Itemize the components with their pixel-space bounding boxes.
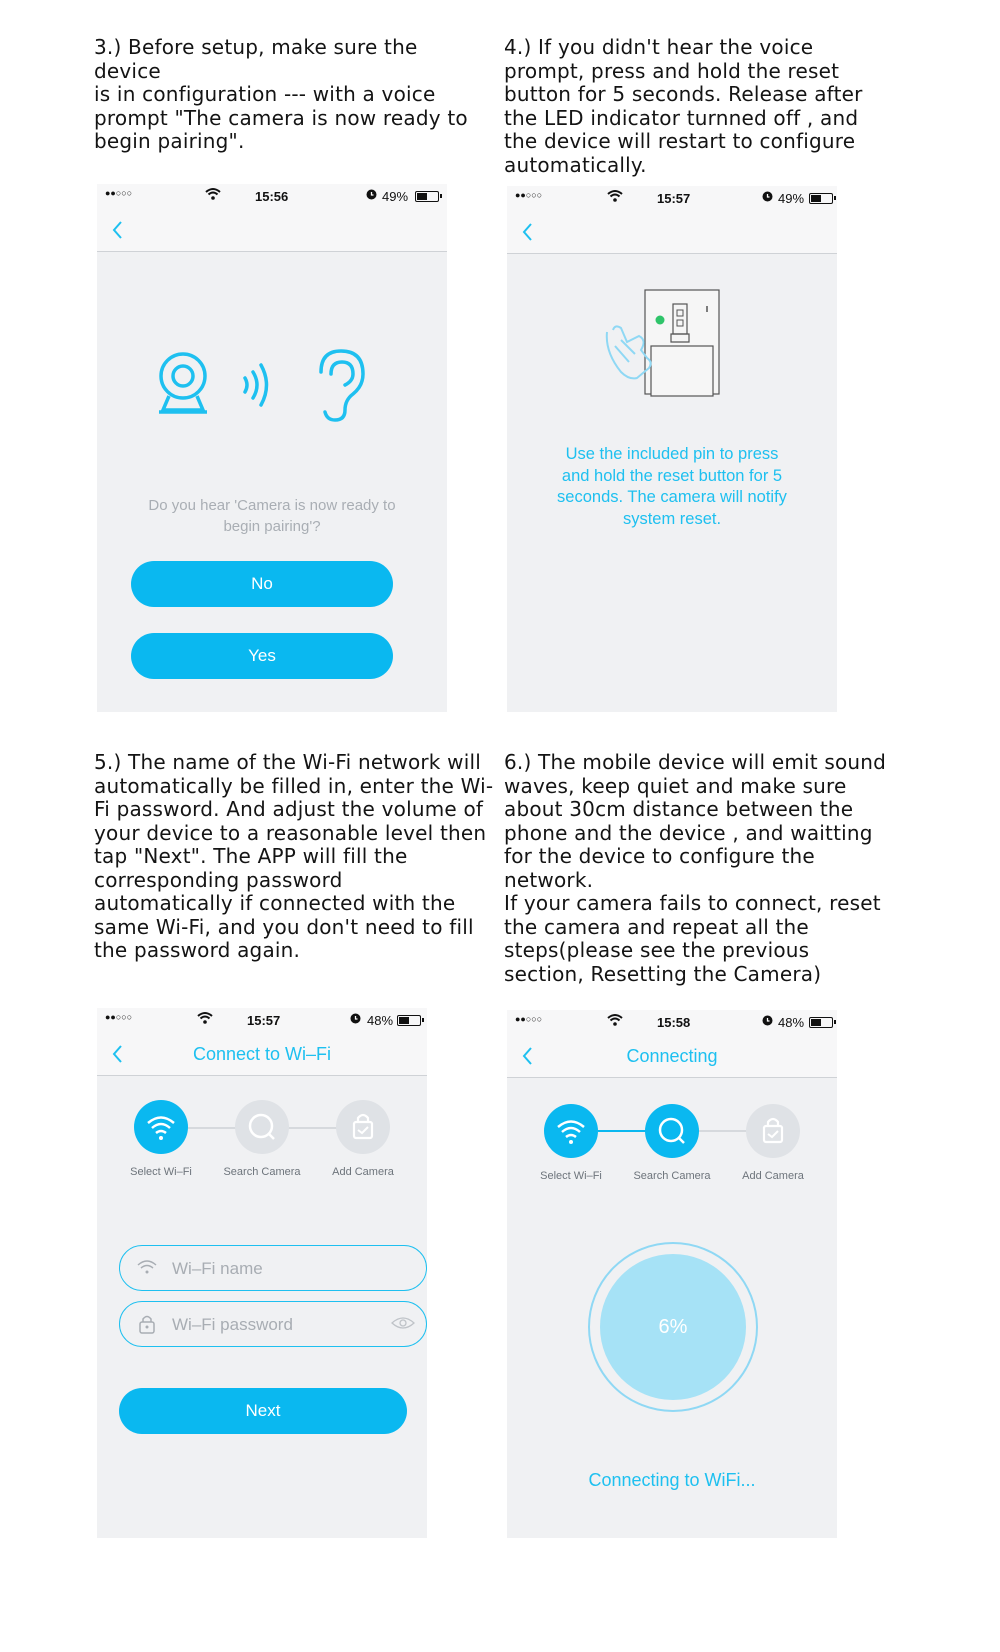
wifi-icon (136, 1257, 158, 1282)
search-icon (645, 1104, 699, 1158)
wifi-password-placeholder: Wi–Fi password (172, 1315, 293, 1334)
alarm-icon (349, 1011, 362, 1028)
phone-screen-connecting (507, 1010, 837, 1538)
wifi-status-icon (205, 187, 221, 204)
no-button[interactable]: No (131, 561, 393, 607)
battery-percent: 49% (778, 191, 805, 206)
wifi-status-icon (607, 189, 623, 206)
phone-screen-connect-wifi (97, 1008, 427, 1538)
progress-percent: 6% (658, 1316, 688, 1338)
phone-screen-reset (507, 186, 837, 712)
step-label: Search Camera (633, 1170, 711, 1182)
wifi-password-field[interactable] (119, 1301, 427, 1347)
bag-check-icon (746, 1104, 800, 1158)
voice-prompt-question: Do you hear 'Camera is now ready to begin pairing'? (148, 497, 396, 535)
nav-bar (97, 208, 447, 252)
phone-screen-voice-prompt (97, 184, 447, 712)
status-time: 15:56 (255, 189, 289, 204)
wifi-icon (134, 1100, 188, 1154)
nav-bar (97, 1032, 427, 1076)
step-label: Select Wi–Fi (540, 1170, 602, 1182)
battery-percent: 49% (382, 189, 409, 204)
sound-waves-icon (239, 362, 275, 413)
alarm-icon (761, 189, 774, 206)
nav-bar (507, 1034, 837, 1078)
screen-title: Connect to Wi–Fi (192, 1044, 332, 1064)
next-button[interactable]: Next (119, 1388, 407, 1434)
signal-strength: ●●○○○ (105, 188, 133, 198)
wifi-icon (544, 1104, 598, 1158)
search-icon (235, 1100, 289, 1154)
reset-illustration (603, 288, 723, 405)
lock-icon (136, 1313, 158, 1340)
wifi-status-icon (197, 1011, 213, 1028)
screen-title: Connecting (626, 1046, 718, 1066)
instruction-step-3: 3.) Before setup, make sure the device is in configuration --- with a voice prompt "The camera is now ready to begin pairing". (94, 35, 468, 153)
status-bar (507, 186, 837, 210)
battery-icon (415, 191, 439, 202)
reset-instruction-text: Use the included pin to press and hold the reset button for 5 seconds. The camera will notify system reset. (557, 445, 787, 528)
status-time: 15:58 (657, 1015, 691, 1030)
status-time: 15:57 (247, 1013, 281, 1028)
back-icon[interactable] (517, 218, 541, 246)
battery-percent: 48% (778, 1015, 805, 1030)
wifi-name-placeholder: Wi–Fi name (172, 1259, 263, 1278)
signal-strength: ●●○○○ (105, 1012, 133, 1022)
back-icon[interactable] (107, 216, 131, 244)
ear-icon (315, 348, 367, 429)
step-label: Add Camera (742, 1170, 804, 1182)
signal-strength: ●●○○○ (515, 190, 543, 200)
signal-strength: ●●○○○ (515, 1014, 543, 1024)
nav-bar (507, 210, 837, 254)
eye-icon[interactable] (390, 1315, 416, 1336)
instruction-step-6: 6.) The mobile device will emit sound waves, keep quiet and make sure about 30cm distance between the phone and the device , and waitting for the device to configure the network. If your camera fails to connect, reset the camera and repeat all the steps(please see the previous section, Resetting the Camera) (504, 750, 887, 986)
status-bar (97, 184, 447, 208)
bag-check-icon (336, 1100, 390, 1154)
status-bar (97, 1008, 427, 1032)
instruction-step-4: 4.) If you didn't hear the voice prompt, press and hold the reset button for 5 seconds. Release after the LED indicator turnned off , and the device will restart to configure automatically. (504, 35, 863, 177)
status-time: 15:57 (657, 191, 691, 206)
step-label: Search Camera (223, 1166, 301, 1178)
yes-button[interactable]: Yes (131, 633, 393, 679)
battery-icon (397, 1015, 421, 1026)
camera-icon (155, 350, 211, 421)
instruction-step-5: 5.) The name of the Wi-Fi network will automatically be filled in, enter the Wi- Fi password. And adjust the volume of your device to a reasonable level then tap "Next". The APP will fill the corresponding password automatically if connected with the same Wi-Fi, and you don't need to fill the password again. (94, 750, 494, 962)
status-bar (507, 1010, 837, 1034)
battery-percent: 48% (367, 1013, 394, 1028)
battery-icon (809, 193, 833, 204)
alarm-icon (365, 187, 378, 204)
connecting-status-text: Connecting to WiFi... (588, 1470, 756, 1490)
step-label: Add Camera (332, 1166, 394, 1178)
wifi-status-icon (607, 1013, 623, 1030)
wifi-name-field[interactable] (119, 1245, 427, 1291)
battery-icon (809, 1017, 833, 1028)
alarm-icon (761, 1013, 774, 1030)
step-label: Select Wi–Fi (130, 1166, 192, 1178)
step-connector (699, 1130, 749, 1132)
